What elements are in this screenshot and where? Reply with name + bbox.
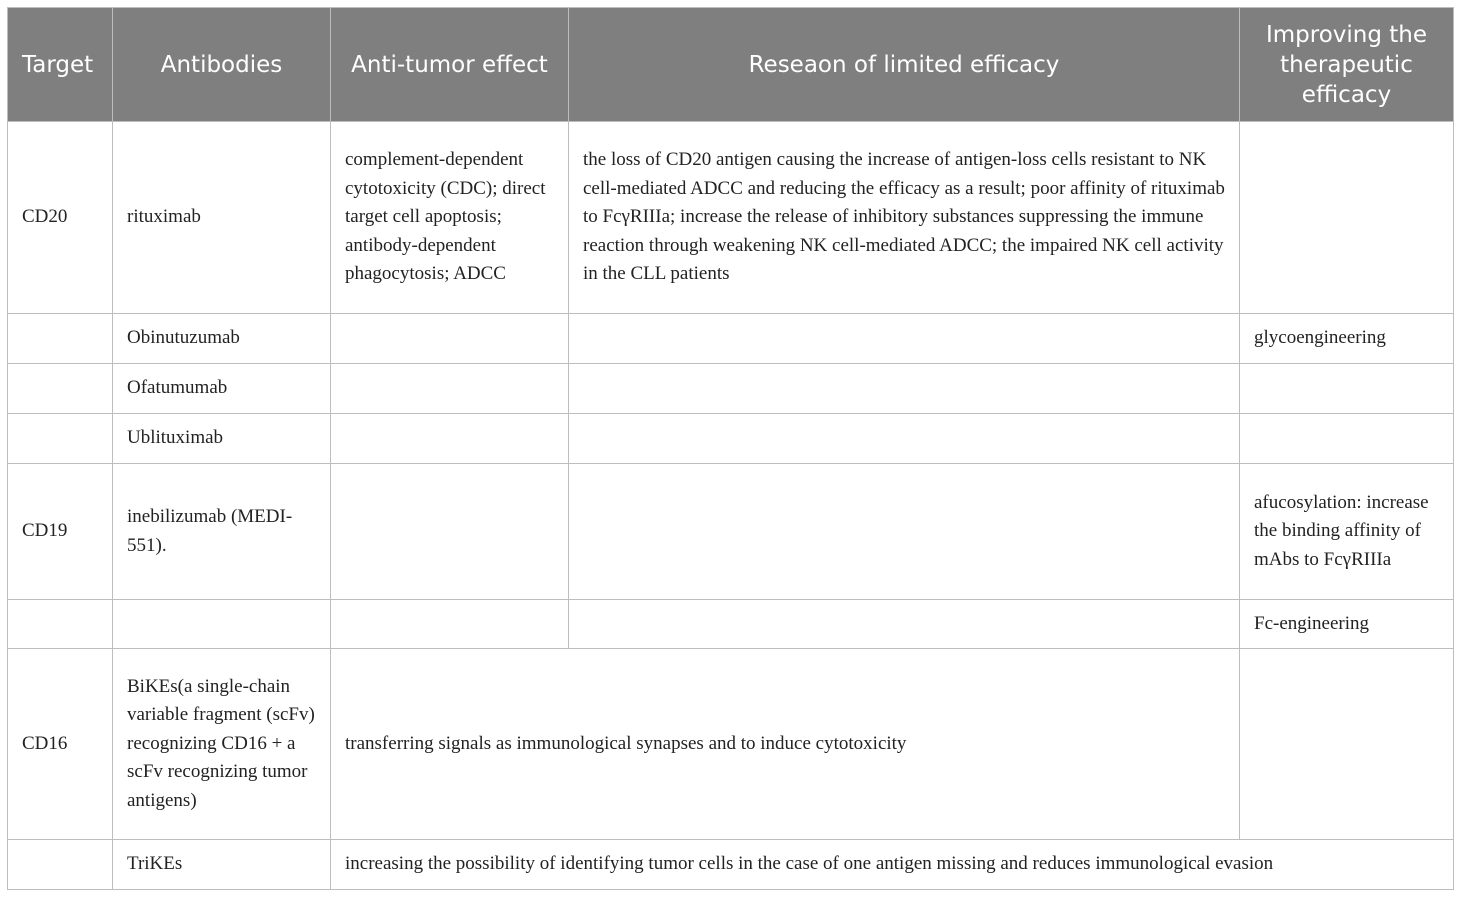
cell-effect: [331, 600, 569, 649]
cell-antibody: [113, 600, 331, 649]
table-row: [8, 600, 1454, 649]
cell-reason: [569, 314, 1240, 364]
cell-antibody: inebilizumab (MEDI-551).: [113, 464, 331, 600]
cell-target: [8, 314, 113, 364]
cell-antibody: TriKEs: [113, 840, 331, 890]
header-limited-efficacy: Reseaon of limited efficacy: [569, 8, 1240, 122]
cell-improving: afucosylation: increase the binding affinity of mAbs to FcγRIIIa: [1240, 464, 1454, 600]
cell-target: [8, 600, 113, 649]
table-row: [8, 122, 1454, 314]
cell-target: CD16: [8, 649, 113, 840]
cell-reason: [569, 600, 1240, 649]
cell-antibody: rituximab: [113, 122, 331, 314]
cell-improving: Fc-engineering: [1240, 600, 1454, 649]
cell-effect: [331, 314, 569, 364]
table-row: [8, 414, 1454, 464]
header-row: [8, 8, 1454, 122]
cell-target: [8, 840, 113, 890]
cell-antibody: BiKEs(a single-chain variable fragment (scFv) recognizing CD16 + a scFv recognizing tumor antigens): [113, 649, 331, 840]
cell-effect: [331, 364, 569, 414]
cell-improving: [1240, 649, 1454, 840]
cell-target: [8, 414, 113, 464]
cell-improving: [1240, 122, 1454, 314]
header-improving-efficacy: Improving the therapeutic efficacy: [1240, 8, 1454, 122]
cell-reason: [569, 364, 1240, 414]
cell-target: CD19: [8, 464, 113, 600]
header-target: Target: [8, 8, 113, 122]
table-row: [8, 840, 1454, 890]
antibody-table: [7, 7, 1454, 890]
cell-improving: [1240, 364, 1454, 414]
cell-improving: [1240, 414, 1454, 464]
cell-effect: complement-dependent cytotoxicity (CDC); direct target cell apoptosis; antibody-dependent phagocytosis; ADCC: [331, 122, 569, 314]
cell-target: CD20: [8, 122, 113, 314]
table-row: [8, 464, 1454, 600]
table-row: [8, 649, 1454, 840]
cell-target: [8, 364, 113, 414]
cell-reason: [569, 414, 1240, 464]
cell-effect-reason-improving: increasing the possibility of identifying tumor cells in the case of one antigen missing and reduces immunological evasion: [331, 840, 1454, 890]
header-anti-tumor-effect: Anti-tumor effect: [331, 8, 569, 122]
cell-antibody: Ublituximab: [113, 414, 331, 464]
cell-antibody: Obinutuzumab: [113, 314, 331, 364]
cell-effect: [331, 414, 569, 464]
cell-reason: [569, 464, 1240, 600]
header-antibodies: Antibodies: [113, 8, 331, 122]
cell-effect: [331, 464, 569, 600]
cell-effect-and-reason: transferring signals as immunological synapses and to induce cytotoxicity: [331, 649, 1240, 840]
cell-improving: glycoengineering: [1240, 314, 1454, 364]
cell-reason: the loss of CD20 antigen causing the increase of antigen-loss cells resistant to NK cell-mediated ADCC and reducing the efficacy as a result; poor affinity of rituximab to FcγRIIIa; increase the release of inhibitory substances suppressing the immune reaction through weakening NK cell-mediated ADCC; the impaired NK cell activity in the CLL patients: [569, 122, 1240, 314]
cell-antibody: Ofatumumab: [113, 364, 331, 414]
table-row: [8, 364, 1454, 414]
table-row: [8, 314, 1454, 364]
